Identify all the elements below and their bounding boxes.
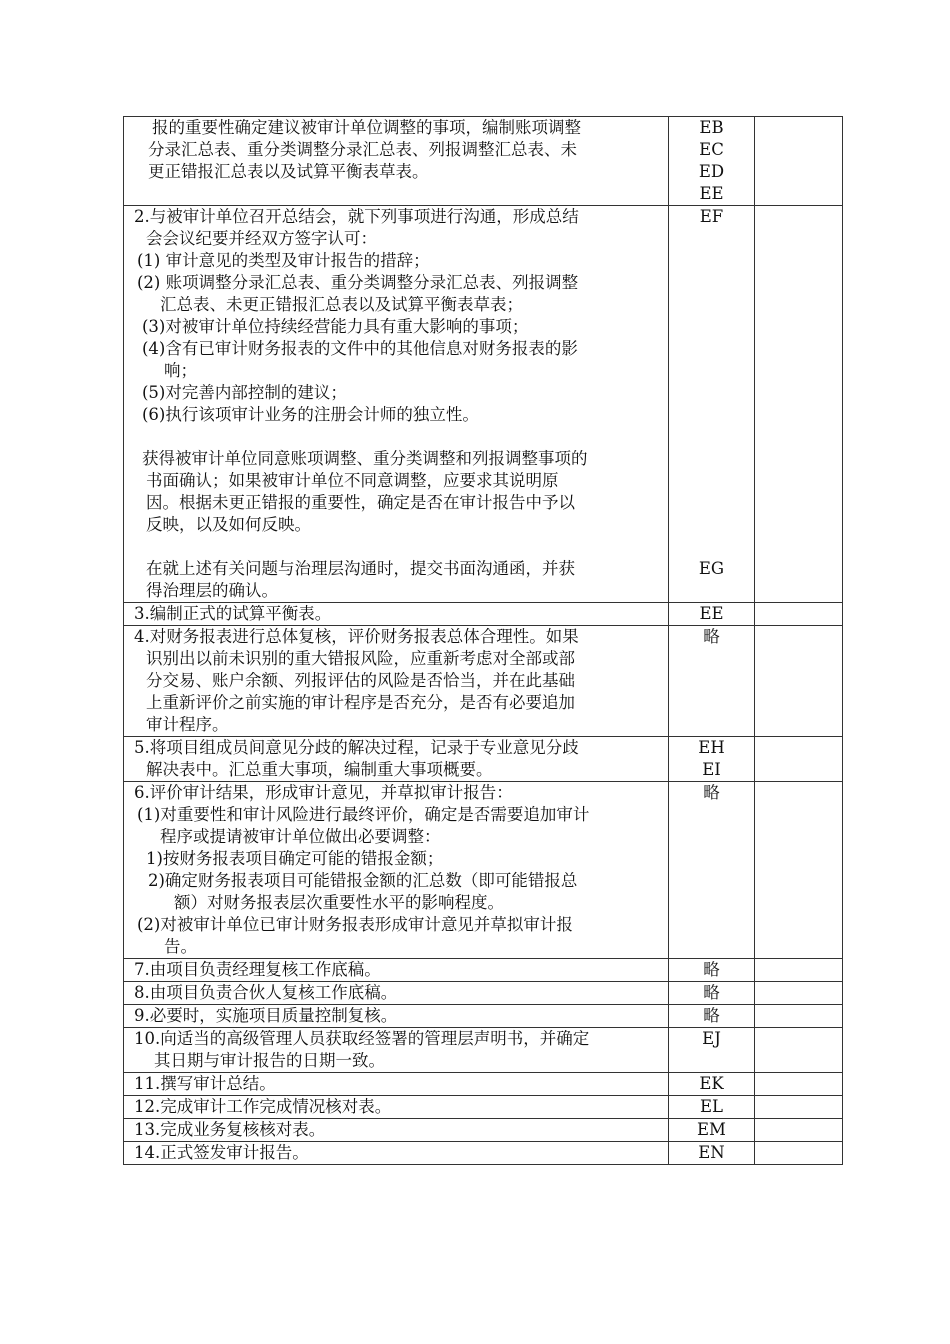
procedure-sub-item: 告。 bbox=[164, 937, 197, 956]
table-row bbox=[124, 1096, 843, 1119]
procedure-line: 解决表中。汇总重大事项，编制重大事项概要。 bbox=[146, 760, 493, 779]
reference-cell bbox=[669, 626, 755, 737]
procedure-line: 分交易、账户余额、列报评估的风险是否恰当，并在此基础 bbox=[146, 671, 575, 690]
reference-code: EF bbox=[699, 207, 724, 226]
procedure-sub-item: 2)确定财务报表项目可能错报金额的汇总数（即可能错报总 bbox=[148, 871, 578, 890]
reference-cell bbox=[669, 1073, 755, 1096]
procedure-sub-item: 1)按财务报表项目确定可能的错报金额； bbox=[146, 849, 444, 868]
reference-cell bbox=[669, 782, 755, 959]
procedure-cell bbox=[124, 737, 669, 782]
procedure-line: 上重新评价之前实施的审计程序是否充分，是否有必要追加 bbox=[146, 693, 575, 712]
notes-cell bbox=[755, 603, 843, 626]
notes-cell bbox=[755, 737, 843, 782]
procedure-line: 4.对财务报表进行总体复核，评价财务报表总体合理性。如果 bbox=[134, 627, 579, 646]
procedure-sub-item: 额）对财务报表层次重要性水平的影响程度。 bbox=[174, 893, 504, 912]
reference-cell bbox=[669, 206, 755, 603]
procedure-paragraph: 在就上述有关问题与治理层沟通时，提交书面沟通函，并获 bbox=[146, 559, 575, 578]
procedure-cell bbox=[124, 982, 669, 1005]
procedure-cell bbox=[124, 1096, 669, 1119]
procedure-sub-item: 汇总表、未更正错报汇总表以及试算平衡表草表； bbox=[160, 295, 523, 314]
procedure-line: 6.评价审计结果，形成审计意见，并草拟审计报告： bbox=[134, 783, 513, 802]
procedure-cell bbox=[124, 206, 669, 603]
procedure-line: 其日期与审计报告的日期一致。 bbox=[154, 1051, 385, 1070]
table-row bbox=[124, 959, 843, 982]
procedure-sub-item: (4)含有已审计财务报表的文件中的其他信息对财务报表的影 bbox=[142, 339, 578, 358]
table-row bbox=[124, 603, 843, 626]
procedure-paragraph: 因。根据未更正错报的重要性，确定是否在审计报告中予以 bbox=[146, 493, 575, 512]
reference-cell bbox=[669, 1119, 755, 1142]
notes-cell bbox=[755, 982, 843, 1005]
reference-code: 略 bbox=[703, 960, 720, 979]
reference-code: 略 bbox=[703, 783, 720, 802]
notes-cell bbox=[755, 1073, 843, 1096]
reference-code: EL bbox=[699, 1097, 723, 1116]
audit-procedure-table bbox=[123, 116, 843, 1165]
procedure-cell bbox=[124, 603, 669, 626]
reference-code: 略 bbox=[703, 1006, 720, 1025]
procedure-line: 5.将项目组成员间意见分歧的解决过程，记录于专业意见分歧 bbox=[134, 738, 579, 757]
reference-code: EN bbox=[698, 1143, 725, 1162]
table-row bbox=[124, 1142, 843, 1165]
reference-code: EC bbox=[699, 140, 724, 159]
reference-cell bbox=[669, 1028, 755, 1073]
reference-code: 略 bbox=[703, 627, 720, 646]
notes-cell bbox=[755, 1119, 843, 1142]
procedure-line: 10.向适当的高级管理人员获取经签署的管理层声明书，并确定 bbox=[134, 1029, 590, 1048]
notes-cell bbox=[755, 1142, 843, 1165]
reference-code: EJ bbox=[702, 1029, 721, 1048]
table-row bbox=[124, 117, 843, 206]
procedure-line: 12.完成审计工作完成情况核对表。 bbox=[134, 1097, 392, 1116]
procedure-cell bbox=[124, 1142, 669, 1165]
procedure-title: 2.与被审计单位召开总结会，就下列事项进行沟通，形成总结 bbox=[134, 207, 579, 226]
procedure-sub-item: (6)执行该项审计业务的注册会计师的独立性。 bbox=[142, 405, 479, 424]
reference-code: EG bbox=[698, 559, 725, 578]
procedure-cell bbox=[124, 117, 669, 206]
reference-code: EE bbox=[699, 184, 724, 203]
procedure-line: 更正错报汇总表以及试算平衡表草表。 bbox=[148, 162, 429, 181]
table-row bbox=[124, 737, 843, 782]
reference-code: ED bbox=[698, 162, 725, 181]
reference-code: EI bbox=[702, 760, 721, 779]
table-row bbox=[124, 1073, 843, 1096]
table-row bbox=[124, 782, 843, 959]
reference-cell bbox=[669, 1096, 755, 1119]
table-row bbox=[124, 206, 843, 603]
table-row bbox=[124, 1119, 843, 1142]
procedure-sub-item: (1)对重要性和审计风险进行最终评价，确定是否需要追加审计 bbox=[137, 805, 590, 824]
procedure-line: 14.正式签发审计报告。 bbox=[134, 1143, 309, 1162]
procedure-line: 13.完成业务复核核对表。 bbox=[134, 1120, 326, 1139]
procedure-sub-item: (5)对完善内部控制的建议； bbox=[142, 383, 347, 402]
notes-cell bbox=[755, 782, 843, 959]
procedure-line: 9.必要时，实施项目质量控制复核。 bbox=[134, 1006, 398, 1025]
procedure-cell bbox=[124, 959, 669, 982]
reference-code: 略 bbox=[703, 983, 720, 1002]
notes-cell bbox=[755, 626, 843, 737]
notes-cell bbox=[755, 1028, 843, 1073]
procedure-cell bbox=[124, 1005, 669, 1028]
procedure-cell bbox=[124, 626, 669, 737]
procedure-sub-item: 响； bbox=[164, 361, 197, 380]
procedure-cell bbox=[124, 1119, 669, 1142]
reference-code: EH bbox=[698, 738, 725, 757]
procedure-line: 7.由项目负责经理复核工作底稿。 bbox=[134, 960, 381, 979]
reference-cell bbox=[669, 959, 755, 982]
procedure-line: 11.撰写审计总结。 bbox=[134, 1074, 276, 1093]
procedure-sub-item: (3)对被审计单位持续经营能力具有重大影响的事项； bbox=[142, 317, 529, 336]
procedure-paragraph: 书面确认；如果被审计单位不同意调整，应要求其说明原 bbox=[146, 471, 559, 490]
procedure-line: 报的重要性确定建议被审计单位调整的事项，编制账项调整 bbox=[152, 118, 581, 137]
table-row bbox=[124, 982, 843, 1005]
notes-cell bbox=[755, 117, 843, 206]
reference-cell bbox=[669, 1005, 755, 1028]
procedure-line: 识别出以前未识别的重大错报风险，应重新考虑对全部或部 bbox=[146, 649, 575, 668]
procedure-paragraph: 反映，以及如何反映。 bbox=[146, 515, 311, 534]
procedure-paragraph: 获得被审计单位同意账项调整、重分类调整和列报调整事项的 bbox=[142, 449, 588, 468]
procedure-line: 8.由项目负责合伙人复核工作底稿。 bbox=[134, 983, 398, 1002]
reference-cell bbox=[669, 737, 755, 782]
table-row bbox=[124, 1005, 843, 1028]
table-row bbox=[124, 626, 843, 737]
reference-cell bbox=[669, 603, 755, 626]
procedure-sub-item: (2) 账项调整分录汇总表、重分类调整分录汇总表、列报调整 bbox=[137, 273, 579, 292]
reference-code: EE bbox=[699, 604, 724, 623]
reference-code: EK bbox=[699, 1074, 724, 1093]
notes-cell bbox=[755, 959, 843, 982]
reference-cell bbox=[669, 1142, 755, 1165]
procedure-sub-item: (2)对被审计单位已审计财务报表形成审计意见并草拟审计报 bbox=[137, 915, 573, 934]
procedure-cell bbox=[124, 1028, 669, 1073]
procedure-cell bbox=[124, 1073, 669, 1096]
procedure-sub-item: (1) 审计意见的类型及审计报告的措辞； bbox=[137, 251, 430, 270]
reference-code: EM bbox=[697, 1120, 726, 1139]
procedure-line: 分录汇总表、重分类调整分录汇总表、列报调整汇总表、未 bbox=[148, 140, 577, 159]
procedure-line: 会会议纪要并经双方签字认可： bbox=[146, 229, 377, 248]
procedure-sub-item: 程序或提请被审计单位做出必要调整： bbox=[160, 827, 441, 846]
reference-code: EB bbox=[699, 118, 724, 137]
reference-cell bbox=[669, 982, 755, 1005]
reference-cell bbox=[669, 117, 755, 206]
procedure-line: 3.编制正式的试算平衡表。 bbox=[134, 604, 332, 623]
notes-cell bbox=[755, 1096, 843, 1119]
notes-cell bbox=[755, 1005, 843, 1028]
table-row bbox=[124, 1028, 843, 1073]
procedure-line: 审计程序。 bbox=[146, 715, 229, 734]
procedure-paragraph: 得治理层的确认。 bbox=[146, 581, 278, 600]
notes-cell bbox=[755, 206, 843, 603]
procedure-cell bbox=[124, 782, 669, 959]
